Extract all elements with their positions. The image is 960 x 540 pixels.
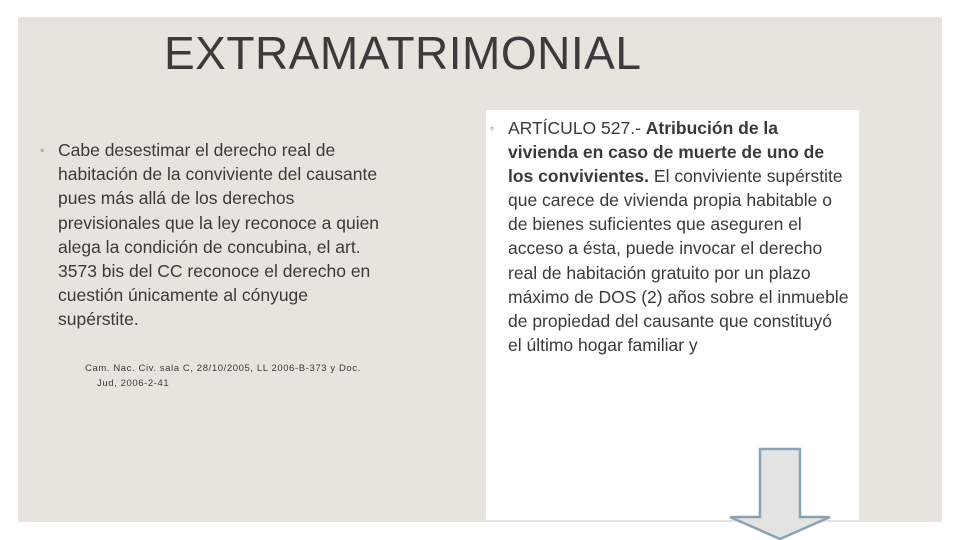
article-body: El conviviente supérstite que carece de vivienda propia habitable o de bienes suficientes que aseguren el acceso a ésta, puede invocar el derecho real de habitación gratuito por un plazo máximo de DOS (2) años sobre el inmueble de propiedad del causante que constituyó el último hogar familiar y bbox=[508, 166, 849, 355]
right-column bbox=[490, 116, 850, 357]
arrow-down-icon bbox=[726, 447, 834, 540]
slide-title: EXTRAMATRIMONIAL bbox=[164, 27, 642, 79]
left-column bbox=[40, 138, 380, 391]
article-number: ARTÍCULO 527.- bbox=[508, 118, 646, 138]
bullet-marker: ◦ bbox=[490, 121, 495, 135]
article-paragraph bbox=[508, 116, 850, 357]
citation-line-1: Cam. Nac. Civ. sala C, 28/10/2005, LL 2006-B-373 y Doc. bbox=[85, 362, 361, 374]
citation bbox=[85, 361, 375, 391]
article-heading: Atribución de la vivienda en caso de muerte de uno de los convivientes. bbox=[508, 118, 825, 187]
bullet-marker: ◦ bbox=[40, 143, 45, 157]
left-bullet-item bbox=[40, 138, 380, 332]
right-bullet-item bbox=[490, 116, 850, 357]
citation-line-2: Jud, 2006-2-41 bbox=[97, 377, 170, 389]
left-paragraph: Cabe desestimar el derecho real de habitación de la conviviente del causante pues más allá de los derechos previsionales que la ley reconoce a quien alega la condición de concubina, el art. 3573 bis del CC reconoce el derecho en cuestión únicamente al cónyuge supérstite. bbox=[58, 140, 380, 330]
